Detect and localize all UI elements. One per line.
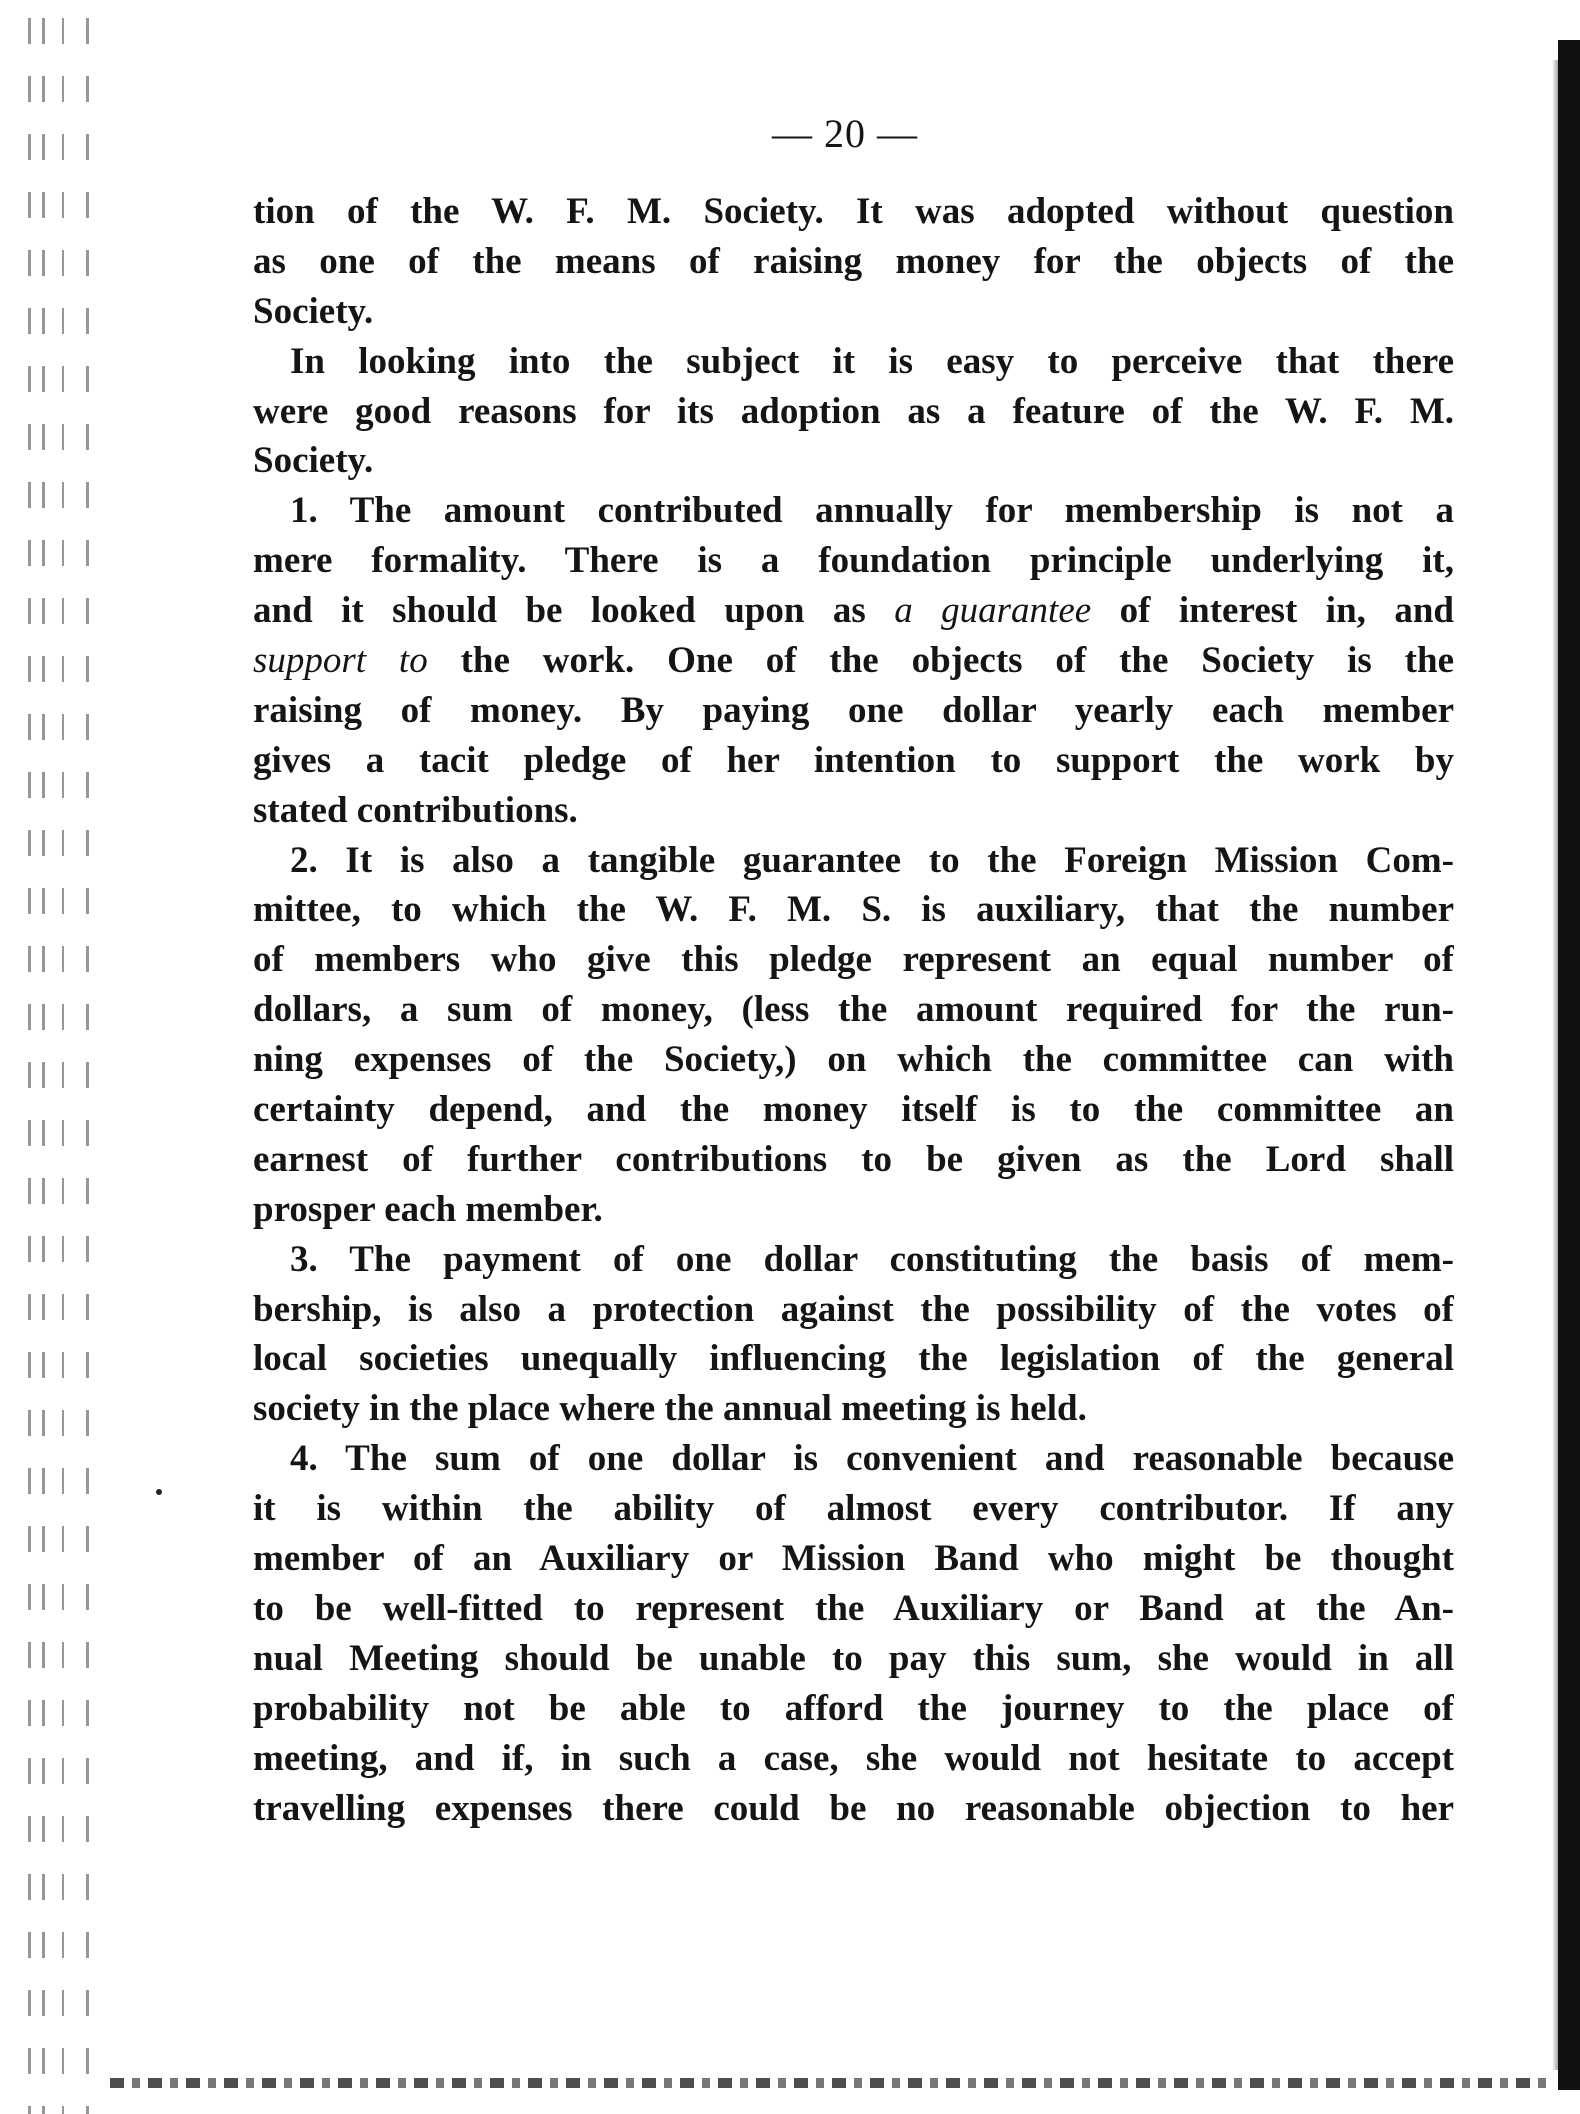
text-line [253,1235,1454,1285]
text-line [253,436,1454,486]
text-run: probability not be able to afford the journey to the place of [253,1687,1454,1729]
text-run: meeting, and if, in such a case, she would not hesitate to accept [253,1737,1454,1779]
text-run: Society. [253,440,374,482]
text-run: certainty depend, and the money itself is to the committee an [253,1089,1454,1131]
text-line [253,1035,1454,1085]
text-run: local societies unequally influencing the legislation of the general [253,1338,1454,1380]
text-run: gives a tacit pledge of her intention to support the work by [253,739,1454,781]
text-line [253,985,1454,1035]
text-run: nual Meeting should be unable to pay this sum, she would in all [253,1637,1454,1679]
scan-stray-mark [156,1489,162,1495]
text-run: 3. The payment of one dollar constituting the basis of mem- [290,1238,1454,1280]
text-run: to be well-fitted to represent the Auxiliary or Band at the An- [253,1587,1454,1629]
text-line [253,1534,1454,1584]
text-line [253,1734,1454,1784]
text-run: and it should be looked upon as [253,590,895,632]
scan-bottom-edge [110,2078,1550,2088]
text-line [253,836,1454,886]
text-run: earnest of further contributions to be given as the Lord shall [253,1138,1454,1180]
text-line [253,736,1454,786]
text-line [253,1085,1454,1135]
text-line [253,1634,1454,1684]
italic-text: a guarantee [894,590,1092,632]
text-line [253,486,1454,536]
text-run: In looking into the subject it is easy to perceive that there [290,340,1454,382]
text-line [253,885,1454,935]
italic-text: support to [253,640,428,682]
text-line [253,1484,1454,1534]
text-run: of members who give this pledge represent an equal number of [253,939,1454,981]
text-run: member of an Auxiliary or Mission Band who might be thought [253,1538,1454,1580]
scan-right-edge [1558,40,1580,2090]
text-run: stated contributions. [253,789,578,831]
text-line [253,1684,1454,1734]
text-line [253,586,1454,636]
text-run: were good reasons for its adoption as a feature of the W. F. M. [253,390,1454,432]
text-line [253,237,1454,287]
text-run: Society. [253,290,374,332]
text-line [253,287,1454,337]
text-line [253,935,1454,985]
text-run: prosper each member. [253,1188,603,1230]
text-run: of interest in, and [1091,590,1454,632]
text-run: ning expenses of the Society,) on which the committee can with [253,1039,1454,1081]
text-line [253,337,1454,387]
text-run: it is within the ability of almost every contributor. If any [253,1488,1454,1530]
text-line [253,1434,1454,1484]
text-line [253,1784,1454,1834]
text-line [253,786,1454,836]
text-run: as one of the means of raising money for the objects of the [253,240,1454,282]
text-line [253,536,1454,586]
text-run: 4. The sum of one dollar is convenient and reasonable because [290,1438,1454,1480]
text-run: mere formality. There is a foundation principle underlying it, [253,540,1454,582]
text-run: society in the place where the annual meeting is held. [253,1388,1087,1430]
text-run: bership, is also a protection against the possibility of the votes of [253,1288,1454,1330]
text-line [253,1334,1454,1384]
text-line [253,1384,1454,1434]
text-run: raising of money. By paying one dollar yearly each member [253,689,1454,731]
scan-left-edge-marks [28,0,123,2114]
text-line [253,1135,1454,1185]
text-run: travelling expenses there could be no reasonable objection to her [253,1787,1454,1829]
text-run: the work. One of the objects of the Society is the [427,640,1454,682]
text-run: dollars, a sum of money, (less the amount required for the run- [253,989,1454,1031]
text-line [253,636,1454,686]
text-line [253,1584,1454,1634]
text-run: tion of the W. F. M. Society. It was adopted without question [253,191,1454,232]
text-run: 2. It is also a tangible guarantee to the Foreign Mission Com- [290,839,1454,881]
text-line [253,187,1454,237]
text-line [253,686,1454,736]
text-line [253,387,1454,437]
text-run: mittee, to which the W. F. M. S. is auxiliary, that the number [253,889,1454,931]
text-run: 1. The amount contributed annually for membership is not a [290,490,1454,532]
text-line [253,1185,1454,1235]
body-text [253,187,1454,1833]
page-number: — 20 — [772,111,918,156]
text-line [253,1285,1454,1335]
